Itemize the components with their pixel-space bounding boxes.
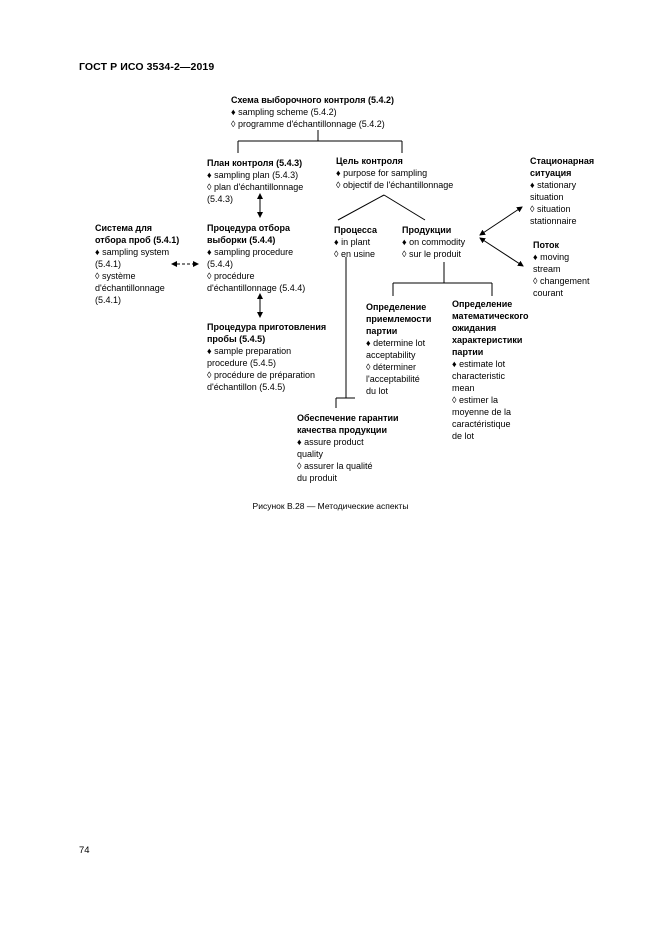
document-header: ГОСТ Р ИСО 3534-2—2019 — [79, 61, 215, 73]
node-title-cont: качества продукции — [297, 425, 387, 435]
node-fr: ◊ changement — [533, 276, 590, 286]
node-fr: ◊ programme d'échantillonnage (5.4.2) — [231, 119, 385, 129]
node-en: ♦ on commodity — [402, 237, 466, 247]
figure-caption: Рисунок В.28 — Методические аспекты — [252, 501, 409, 511]
node-sampling-scheme — [231, 94, 394, 130]
node-en: ♦ stationary — [530, 180, 577, 190]
arrow-product-stream — [480, 238, 523, 266]
node-fr-cont: (5.4.1) — [95, 295, 122, 305]
node-title: Цель контроля — [336, 156, 403, 166]
node-fr-cont: l'acceptabilité — [366, 374, 420, 384]
node-process — [334, 224, 377, 260]
node-en: ♦ estimate lot — [452, 359, 506, 369]
node-title: Поток — [533, 240, 560, 250]
node-fr-cont: d'échantillon (5.4.5) — [207, 382, 286, 392]
node-fr-cont: du produit — [297, 473, 338, 483]
node-title-cont: выборки (5.4.4) — [207, 235, 276, 245]
node-title: Схема выборочного контроля (5.4.2) — [231, 95, 395, 105]
page-number: 74 — [79, 845, 90, 856]
node-title-cont: партии — [452, 347, 484, 357]
node-en-cont: (5.4.1) — [95, 259, 122, 269]
node-en: ♦ moving — [533, 252, 570, 262]
node-sampling-system — [95, 222, 179, 306]
node-fr: ◊ en usine — [334, 249, 375, 259]
node-title-cont: математического — [452, 311, 529, 321]
node-en-cont: acceptability — [366, 350, 416, 360]
node-lot-mean — [452, 298, 528, 442]
node-title: Процесса — [334, 225, 378, 235]
node-title: Стационарная — [530, 156, 595, 166]
node-en: ♦ purpose for sampling — [336, 168, 428, 178]
connector-purpose-product — [384, 195, 425, 220]
node-fr: ◊ système — [95, 271, 136, 281]
node-quality-assurance — [297, 412, 399, 484]
node-fr-cont: de lot — [452, 431, 475, 441]
node-sample-preparation — [207, 321, 326, 393]
node-en-cont: stream — [533, 264, 561, 274]
node-title: Определение — [452, 299, 513, 309]
node-title-cont: приемлемости — [366, 314, 432, 324]
node-title-cont: партии — [366, 326, 398, 336]
node-fr: ◊ situation — [530, 204, 571, 214]
node-title: Продукции — [402, 225, 452, 235]
node-fr: ◊ déterminer — [366, 362, 416, 372]
node-en: ♦ sampling procedure — [207, 247, 294, 257]
node-fr: ◊ plan d'échantillonnage — [207, 182, 304, 192]
node-en: ♦ sampling scheme (5.4.2) — [231, 107, 337, 117]
node-en: ♦ determine lot — [366, 338, 426, 348]
node-lot-acceptability — [366, 301, 431, 397]
connector-purpose-process — [338, 195, 384, 220]
node-en: ♦ sample preparation — [207, 346, 292, 356]
node-sampling-plan — [207, 157, 303, 205]
node-en: ♦ sampling plan (5.4.3) — [207, 170, 299, 180]
node-title-cont: пробы (5.4.5) — [207, 334, 266, 344]
node-fr: ◊ estimer la — [452, 395, 498, 405]
node-en: ♦ assure product — [297, 437, 364, 447]
node-stationary — [530, 155, 594, 227]
node-en-cont: procedure (5.4.5) — [207, 358, 277, 368]
node-title-cont: характеристики — [452, 335, 523, 345]
node-title: Определение — [366, 302, 427, 312]
arrow-product-stationary — [480, 207, 522, 235]
node-title-cont: ожидания — [452, 323, 497, 333]
node-en-cont: characteristic — [452, 371, 506, 381]
node-title: Процедура отбора — [207, 223, 290, 233]
node-en: ♦ sampling system — [95, 247, 170, 257]
node-fr-cont: caractéristique — [452, 419, 511, 429]
node-title: Система для — [95, 223, 153, 233]
node-fr: ◊ procédure de préparation — [207, 370, 316, 380]
node-en: ♦ in plant — [334, 237, 371, 247]
node-fr-cont: courant — [533, 288, 564, 298]
node-en-cont: quality — [297, 449, 324, 459]
node-en-cont: mean — [452, 383, 475, 393]
node-fr-cont: d'échantillonnage (5.4.4) — [207, 283, 306, 293]
node-fr-cont: moyenne de la — [452, 407, 512, 417]
node-fr-cont: stationnaire — [530, 216, 577, 226]
node-product — [402, 224, 465, 260]
node-fr-cont: du lot — [366, 386, 389, 396]
node-fr-cont: (5.4.3) — [207, 194, 234, 204]
node-title-cont: ситуация — [530, 168, 572, 178]
node-title: Процедура приготовления — [207, 322, 327, 332]
node-fr: ◊ objectif de l'échantillonnage — [336, 180, 454, 190]
node-purpose — [336, 155, 453, 191]
node-fr: ◊ assurer la qualité — [297, 461, 373, 471]
node-fr: ◊ procédure — [207, 271, 255, 281]
node-stream — [533, 239, 589, 299]
node-fr: ◊ sur le produit — [402, 249, 461, 259]
node-title: Обеспечение гарантии — [297, 413, 399, 423]
node-title-cont: отбора проб (5.4.1) — [95, 235, 180, 245]
node-title: План контроля (5.4.3) — [207, 158, 303, 168]
node-en-cont: situation — [530, 192, 564, 202]
node-sampling-procedure — [207, 222, 305, 294]
node-en-cont: (5.4.4) — [207, 259, 234, 269]
node-fr-cont: d'échantillonnage — [95, 283, 165, 293]
